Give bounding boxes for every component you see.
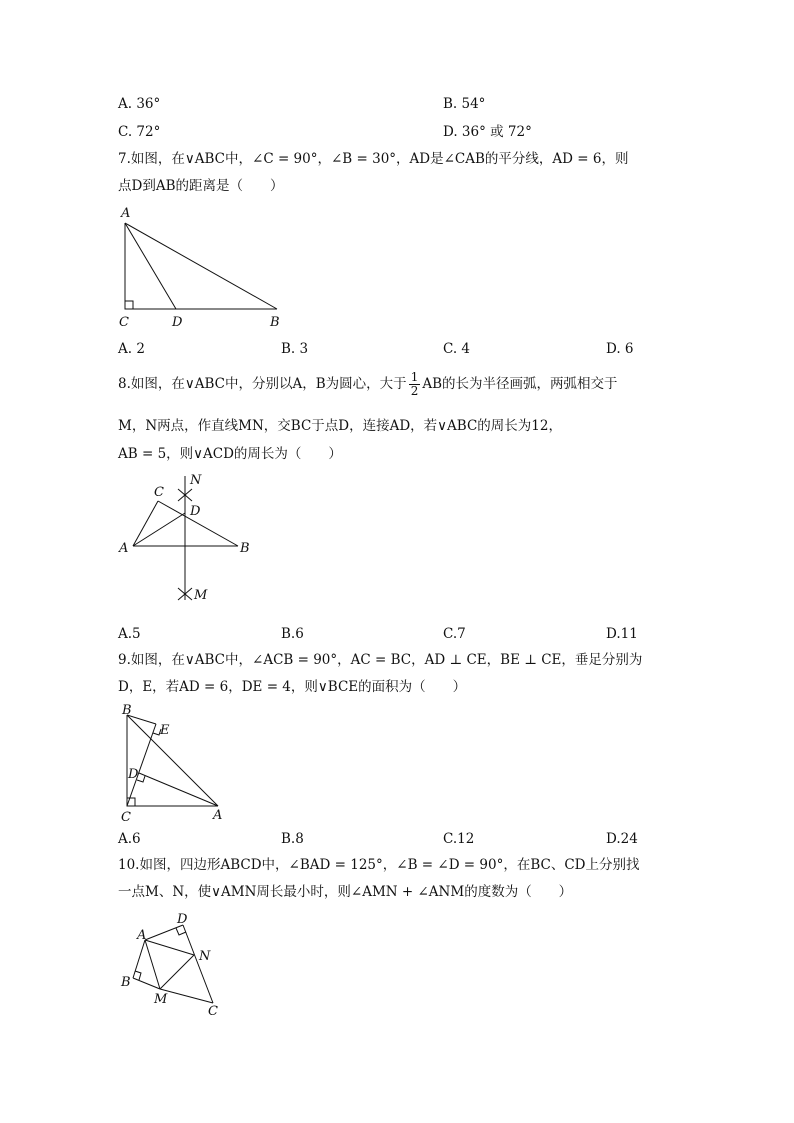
- q7-figure: [110, 200, 300, 335]
- q8-fraction: [409, 371, 421, 398]
- q7-stem-line1: 7.如图，在∨ABC中，∠C = 90°，∠B = 30°，AD是∠CAB的平分线，AD = 6，则: [118, 151, 629, 167]
- q8-label-m: M: [194, 588, 208, 603]
- q6-option-b: B. 54°: [443, 96, 486, 112]
- q7-label-c: C: [119, 315, 129, 330]
- q9-label-a: A: [213, 808, 223, 823]
- q7-label-a: A: [121, 206, 131, 221]
- q6-option-a: A. 36°: [118, 96, 161, 112]
- q7-label-b: B: [270, 315, 280, 330]
- q9-option-d: D.24: [606, 831, 638, 847]
- q9-label-e: E: [160, 723, 170, 738]
- q10-label-a: A: [137, 928, 147, 943]
- q10-label-d: D: [177, 912, 188, 927]
- q8-label-b: B: [240, 541, 250, 556]
- q9-stem-line2: D，E，若AD = 6，DE = 4，则∨BCE的面积为（ ）: [118, 679, 467, 695]
- q8-stem-line1-pre: 8.如图，在∨ABC中，分别以A，B为圆心，大于: [118, 376, 407, 392]
- q9-option-b: B.8: [281, 831, 304, 847]
- q9-label-c: C: [121, 810, 131, 825]
- q7-option-b: B. 3: [281, 341, 309, 357]
- q9-figure: [110, 700, 240, 825]
- q8-label-c: C: [154, 485, 164, 500]
- q10-label-n: N: [199, 949, 211, 964]
- q8-option-a: A.5: [118, 626, 141, 642]
- q8-stem-line1: [118, 370, 618, 398]
- q8-fraction-denominator: 2: [410, 384, 419, 398]
- q7-option-c: C. 4: [443, 341, 471, 357]
- q8-option-b: B.6: [281, 626, 304, 642]
- q10-stem-line2: 一点M、N，使∨AMN周长最小时，则∠AMN + ∠ANM的度数为（ ）: [118, 884, 573, 900]
- q8-figure: [110, 468, 270, 608]
- q9-label-b: B: [122, 703, 132, 718]
- q10-label-b: B: [121, 975, 131, 990]
- q8-stem-line1-post: AB的长为半径画弧，两弧相交于: [422, 376, 618, 392]
- q9-label-d: D: [128, 767, 139, 782]
- q8-option-c: C.7: [443, 626, 466, 642]
- q8-option-d: D.11: [606, 626, 638, 642]
- q6-option-d: D. 36° 或 72°: [443, 124, 532, 140]
- q8-label-n: N: [190, 473, 202, 488]
- q10-figure: [110, 905, 240, 1020]
- q8-fraction-numerator: 1: [410, 370, 419, 384]
- q7-stem-line2: 点D到AB的距离是（ ）: [118, 178, 284, 194]
- q8-label-a: A: [119, 541, 129, 556]
- q10-stem-line1: 10.如图，四边形ABCD中，∠BAD = 125°，∠B = ∠D = 90°，在BC、CD上分别找: [118, 857, 640, 873]
- q8-label-d: D: [190, 504, 201, 519]
- q10-label-c: C: [208, 1004, 218, 1019]
- q9-option-a: A.6: [118, 831, 141, 847]
- q7-option-d: D. 6: [606, 341, 634, 357]
- q10-label-m: M: [154, 992, 168, 1007]
- q8-stem-line3: AB = 5，则∨ACD的周长为（ ）: [118, 446, 342, 462]
- q7-option-a: A. 2: [118, 341, 145, 357]
- q9-option-c: C.12: [443, 831, 475, 847]
- q8-stem-line2: M，N两点，作直线MN，交BC于点D，连接AD，若∨ABC的周长为12，: [118, 418, 562, 434]
- q6-option-c: C. 72°: [118, 124, 161, 140]
- q9-stem-line1: 9.如图，在∨ABC中，∠ACB = 90°，AC = BC，AD ⊥ CE，BE ⊥ CE，垂足分别为: [118, 652, 643, 668]
- q7-label-d: D: [172, 315, 183, 330]
